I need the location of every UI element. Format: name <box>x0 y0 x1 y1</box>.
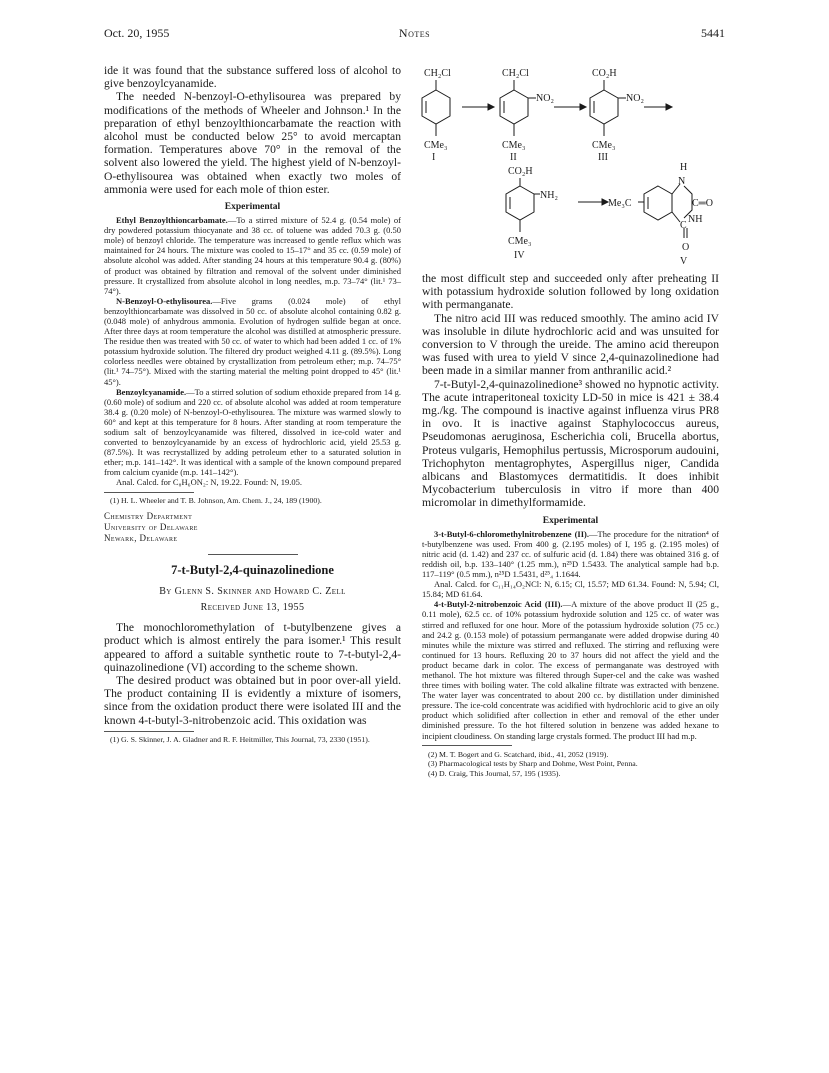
footnote-rule <box>422 745 512 746</box>
procedure-paragraph <box>104 215 401 296</box>
issue-date: Oct. 20, 1955 <box>104 26 170 40</box>
procedure-paragraph <box>422 599 719 740</box>
byline: By Glenn S. Skinner and Howard C. Zell <box>159 586 346 598</box>
substituent-label: CO₂H <box>508 166 533 177</box>
continued-paragraph: ide it was found that the substance suffered loss of alcohol to give benzoylcyanamide. <box>104 64 401 91</box>
footnote: (3) Pharmacological tests by Sharp and Dohme, West Point, Penna. <box>428 759 638 769</box>
affiliation-line: Newark, Delaware <box>104 533 178 544</box>
substituent-label: NO₂ <box>626 93 644 104</box>
atom-label: NH <box>688 214 703 225</box>
procedure-title: 3-t-Butyl-6-chloromethylnitrobenzene (II). <box>434 528 589 539</box>
compound-label-II: II <box>510 152 517 163</box>
atom-label: N <box>678 176 686 187</box>
procedure-title: Ethyl Benzoylthioncarbamate. <box>116 215 228 226</box>
procedure-title: Benzoylcyanamide. <box>116 386 187 397</box>
substituent-label: CH₂Cl <box>424 68 451 79</box>
atom-label: O <box>682 242 690 253</box>
paragraph: The needed N-benzoyl-O-ethylisourea was prepared by modifications of the methods of Wheeler and Johnson.¹ In the preparation of ethyl benzoylthioncarbamate the reaction with alcohol must be conducted below 25° to avoid mercaptan formation. Temperatures above 70° in the removal of the solvent also lowered the yield. The highest yield of N-benzoyl-O-ethylisourea was obtained when exactly two moles of ammonia were used for each mole of thion ester. <box>104 90 401 196</box>
procedure-text: —Five grams (0.024 mole) of ethyl benzoylthioncarbamate was dissolved in 50 cc. of absolute alcohol containing 0.82 g. (0.048 mole) of anhydrous ammonia. Evolution of hydrogen sulfide began at once. After three days at room temperature the alcohol was distilled at atmospheric pressure. The residue then was treated with 50 cc. of water to which had been added 1 cc. of 1% potassium hydroxide solution. The filtered dry product weighed 4.11 g. (89.5%). Long colorless needles were obtained by crystallization from petroleum ether; m.p. 74–75° (lit.¹ 74–75°). Mixed with the starting material the melting point dropped to 45° (lit.¹ 45°). <box>104 295 401 387</box>
procedure-text: —The procedure for the nitration⁴ of t-butylbenzene was used. From 400 g. (2.195 moles) of I, 195 g. (2.195 moles) of nitric acid (d. 1.42) and 237 cc. of sulfuric acid (d. 1.84) there was obtained 316 g. of reddish oil, b.p. 133–140° (1.25 mm.), n²⁵D 1.5433. The analytical sample had b.p. 117–119° (0.5 mm.), n²⁵D 1.5431, d²⁵₄ 1.1644. <box>422 528 719 580</box>
compound-label-IV: IV <box>514 250 525 261</box>
substituent-label: CMe₃ <box>424 140 448 151</box>
running-header <box>104 26 725 42</box>
experimental-heading: Experimental <box>224 202 281 213</box>
page-number: 5441 <box>701 26 725 40</box>
atom-label: C <box>680 220 687 231</box>
procedure-paragraph <box>104 387 401 478</box>
paragraph: The monochloromethylation of t-butylbenzene gives a product which is almost entirely the para isomer.¹ This result appeared to afford a suitable synthetic route to 7-t-butyl-2,4-quinazolinedione (VI) according to the scheme shown. <box>104 621 401 674</box>
right-column <box>422 272 719 778</box>
reaction-scheme <box>422 60 732 274</box>
compound-label-III: III <box>598 152 608 163</box>
substituent-label: CH₂Cl <box>502 68 529 79</box>
substituent-label: NH₂ <box>540 190 558 201</box>
footnote: (2) M. T. Bogert and G. Scatchard, ibid., 41, 2052 (1919). <box>428 749 609 759</box>
footnote-rule <box>104 492 194 493</box>
footnotes <box>422 750 719 779</box>
atom-label: H <box>680 162 688 173</box>
footnote: (1) H. L. Wheeler and T. B. Johnson, Am. Chem. J., 24, 189 (1900). <box>110 495 322 505</box>
procedure-text: —To a stirred mixture of 52.4 g. (0.54 mole) of dry powdered potassium thiocyanate and 38 cc. of toluene was added 70.3 g. (0.50 mole) of benzoyl chloride. The temperature was increased to gentle reflux which was maintained for 24 hours. The mixture was cooled to 15–17° and 35 cc. (0.59 mole) of absolute alcohol was added. After standing 24 hours at this temperature 90.4 g. (80%) of product was obtained by filtration and removal of the solvent under diminished pressure. It crystallized from absolute alcohol in long needles, m.p. 73–74° (lit.¹ 73–74°). <box>104 215 401 296</box>
substituent-label: CO₂H <box>592 68 617 79</box>
article-divider <box>208 554 298 555</box>
compound-label-I: I <box>432 152 436 163</box>
left-column <box>104 64 401 744</box>
affiliation <box>104 511 401 544</box>
footnote: (1) G. S. Skinner, J. A. Gladner and R. F. Heitmiller, This Journal, 73, 2330 (1951). <box>110 734 370 744</box>
affiliation-line: University of Delaware <box>104 522 198 533</box>
procedure-paragraph <box>422 529 719 579</box>
footnote: (4) D. Craig, This Journal, 57, 195 (1935). <box>428 768 561 778</box>
affiliation-line: Chemistry Department <box>104 511 193 522</box>
reaction-scheme-diagram <box>422 60 732 274</box>
procedure-title: N-Benzoyl-O-ethylisourea. <box>116 295 213 306</box>
procedure-text: —A mixture of the above product II (25 g., 0.11 mole), 62.5 cc. of 10% potassium hydroxide solution and 125 cc. of water was stirred and refluxed for one hour. More of the potassium hydroxide solution (75 cc.) and 24.2 g. (0.153 mole) of potassium permanganate were added dropwise during 40 minutes while the mixture was stirred and refluxed. The stirring and refluxing were continued for 13 hours. Refluxing 20 to 37 hours did not affect the yield and the product became dark in color. The excess of permanganate was destroyed with methanol. The hot mixture was filtered through Super-cel and the cake was washed three times with boiling water. The cold alkaline filtrate was extracted with benzene. The water layer was concentrated to about 200 cc. by distillation under diminished pressure. The ice-cold concentrate was acidified with hydrochloric acid to give an oily product which solidified after collection in ether and removal of the ether under diminished pressure. To the hot filtered solution in benzene was added hexane to incipient cloudiness. On standing large crystals formed. The product III had m.p. <box>422 599 719 741</box>
article-title: 7-t-Butyl-2,4-quinazolinedione <box>171 563 334 578</box>
compound-label-V: V <box>680 256 688 267</box>
section-title: Notes <box>398 26 431 40</box>
paragraph: The nitro acid III was reduced smoothly. The amino acid IV was insoluble in dilute hydrochloric acid and was unsuited for conversion to V through the ureide. The amino acid thereupon was fused with urea to yield V since 2,4-quinazolinedione had been made in a similar manner from anthranilic acid.² <box>422 311 719 378</box>
substituent-label: CMe₃ <box>502 140 526 151</box>
received-date: Received June 13, 1955 <box>200 602 305 614</box>
substituent-label: NO₂ <box>536 93 554 104</box>
paragraph: The desired product was obtained but in poor over-all yield. The product containing II is evidently a mixture of isomers, since from the oxidation product there were isolated III and the known 4-t-butyl-3-nitrobenzoic acid. This oxidation was <box>104 673 401 727</box>
footnote-rule <box>104 731 194 732</box>
paragraph: 7-t-Butyl-2,4-quinazolinedione³ showed no hypnotic activity. The acute intraperitoneal toxicity LD-50 in mice is 421 ± 38.4 mg./kg. The compound is inactive against influenza virus PR8 in ovo. It is inactive against Staphylococcus aureus, Pseudomonas aeruginosa, Escherichia coli, Brucella abortus, Proteus vulgaris, Hemophilus pertussis, Microsporum audouini, Trichophyton mentagrophytes, Aspergillus niger, Candida albicans and Blastomyces dermatitidis. It does inhibit Mycobacterium tuberculosis in vitro if more than 400 micromolar in dimethylformamide. <box>422 377 719 510</box>
continued-paragraph: the most difficult step and succeeded only after preheating II with potassium hydroxide solution followed by long oxidation with permanganate. <box>422 272 719 312</box>
substituent-label: Me₃C <box>608 198 632 209</box>
analysis-line: Anal. Calcd. for C₁₁H₁₄O₂NCl: N, 6.15; Cl, 15.57; MD 61.34. Found: N, 5.94; Cl, 15.84; MD 61.64. <box>422 579 719 600</box>
analysis-line: Anal. Calcd. for C₈H₆ON₂: N, 19.22. Found: N, 19.05. <box>116 477 302 488</box>
procedure-text: —To a stirred solution of sodium ethoxide prepared from 14 g. (0.60 mole) of sodium and 220 cc. of absolute alcohol was added at room temperature 38.4 g. (0.20 mole) of N-benzoyl-O-ethylisourea. The mixture was warmed slowly to 60° and kept at this temperature for 8 hours. After standing at room temperature the sodium salt of benzoylcyanamide was filtered, dissolved in ice-cold water and converted to benzoylcyanamide by an excess of hydrochloric acid, yield 25.53 g. (87.5%). It was recrystallized by adding petroleum ether to a saturated solution in ether; m.p. 141–142°. It was identical with a sample of the known compound prepared from calcium cyanide (m.p. 141–142°). <box>104 386 401 478</box>
substituent-label: CMe₃ <box>508 236 532 247</box>
procedure-title: 4-t-Butyl-2-nitrobenzoic Acid (III). <box>434 599 563 610</box>
atom-label: C═O <box>692 198 713 209</box>
experimental-heading: Experimental <box>542 515 599 526</box>
substituent-label: CMe₃ <box>592 140 616 151</box>
procedure-paragraph <box>104 296 401 387</box>
